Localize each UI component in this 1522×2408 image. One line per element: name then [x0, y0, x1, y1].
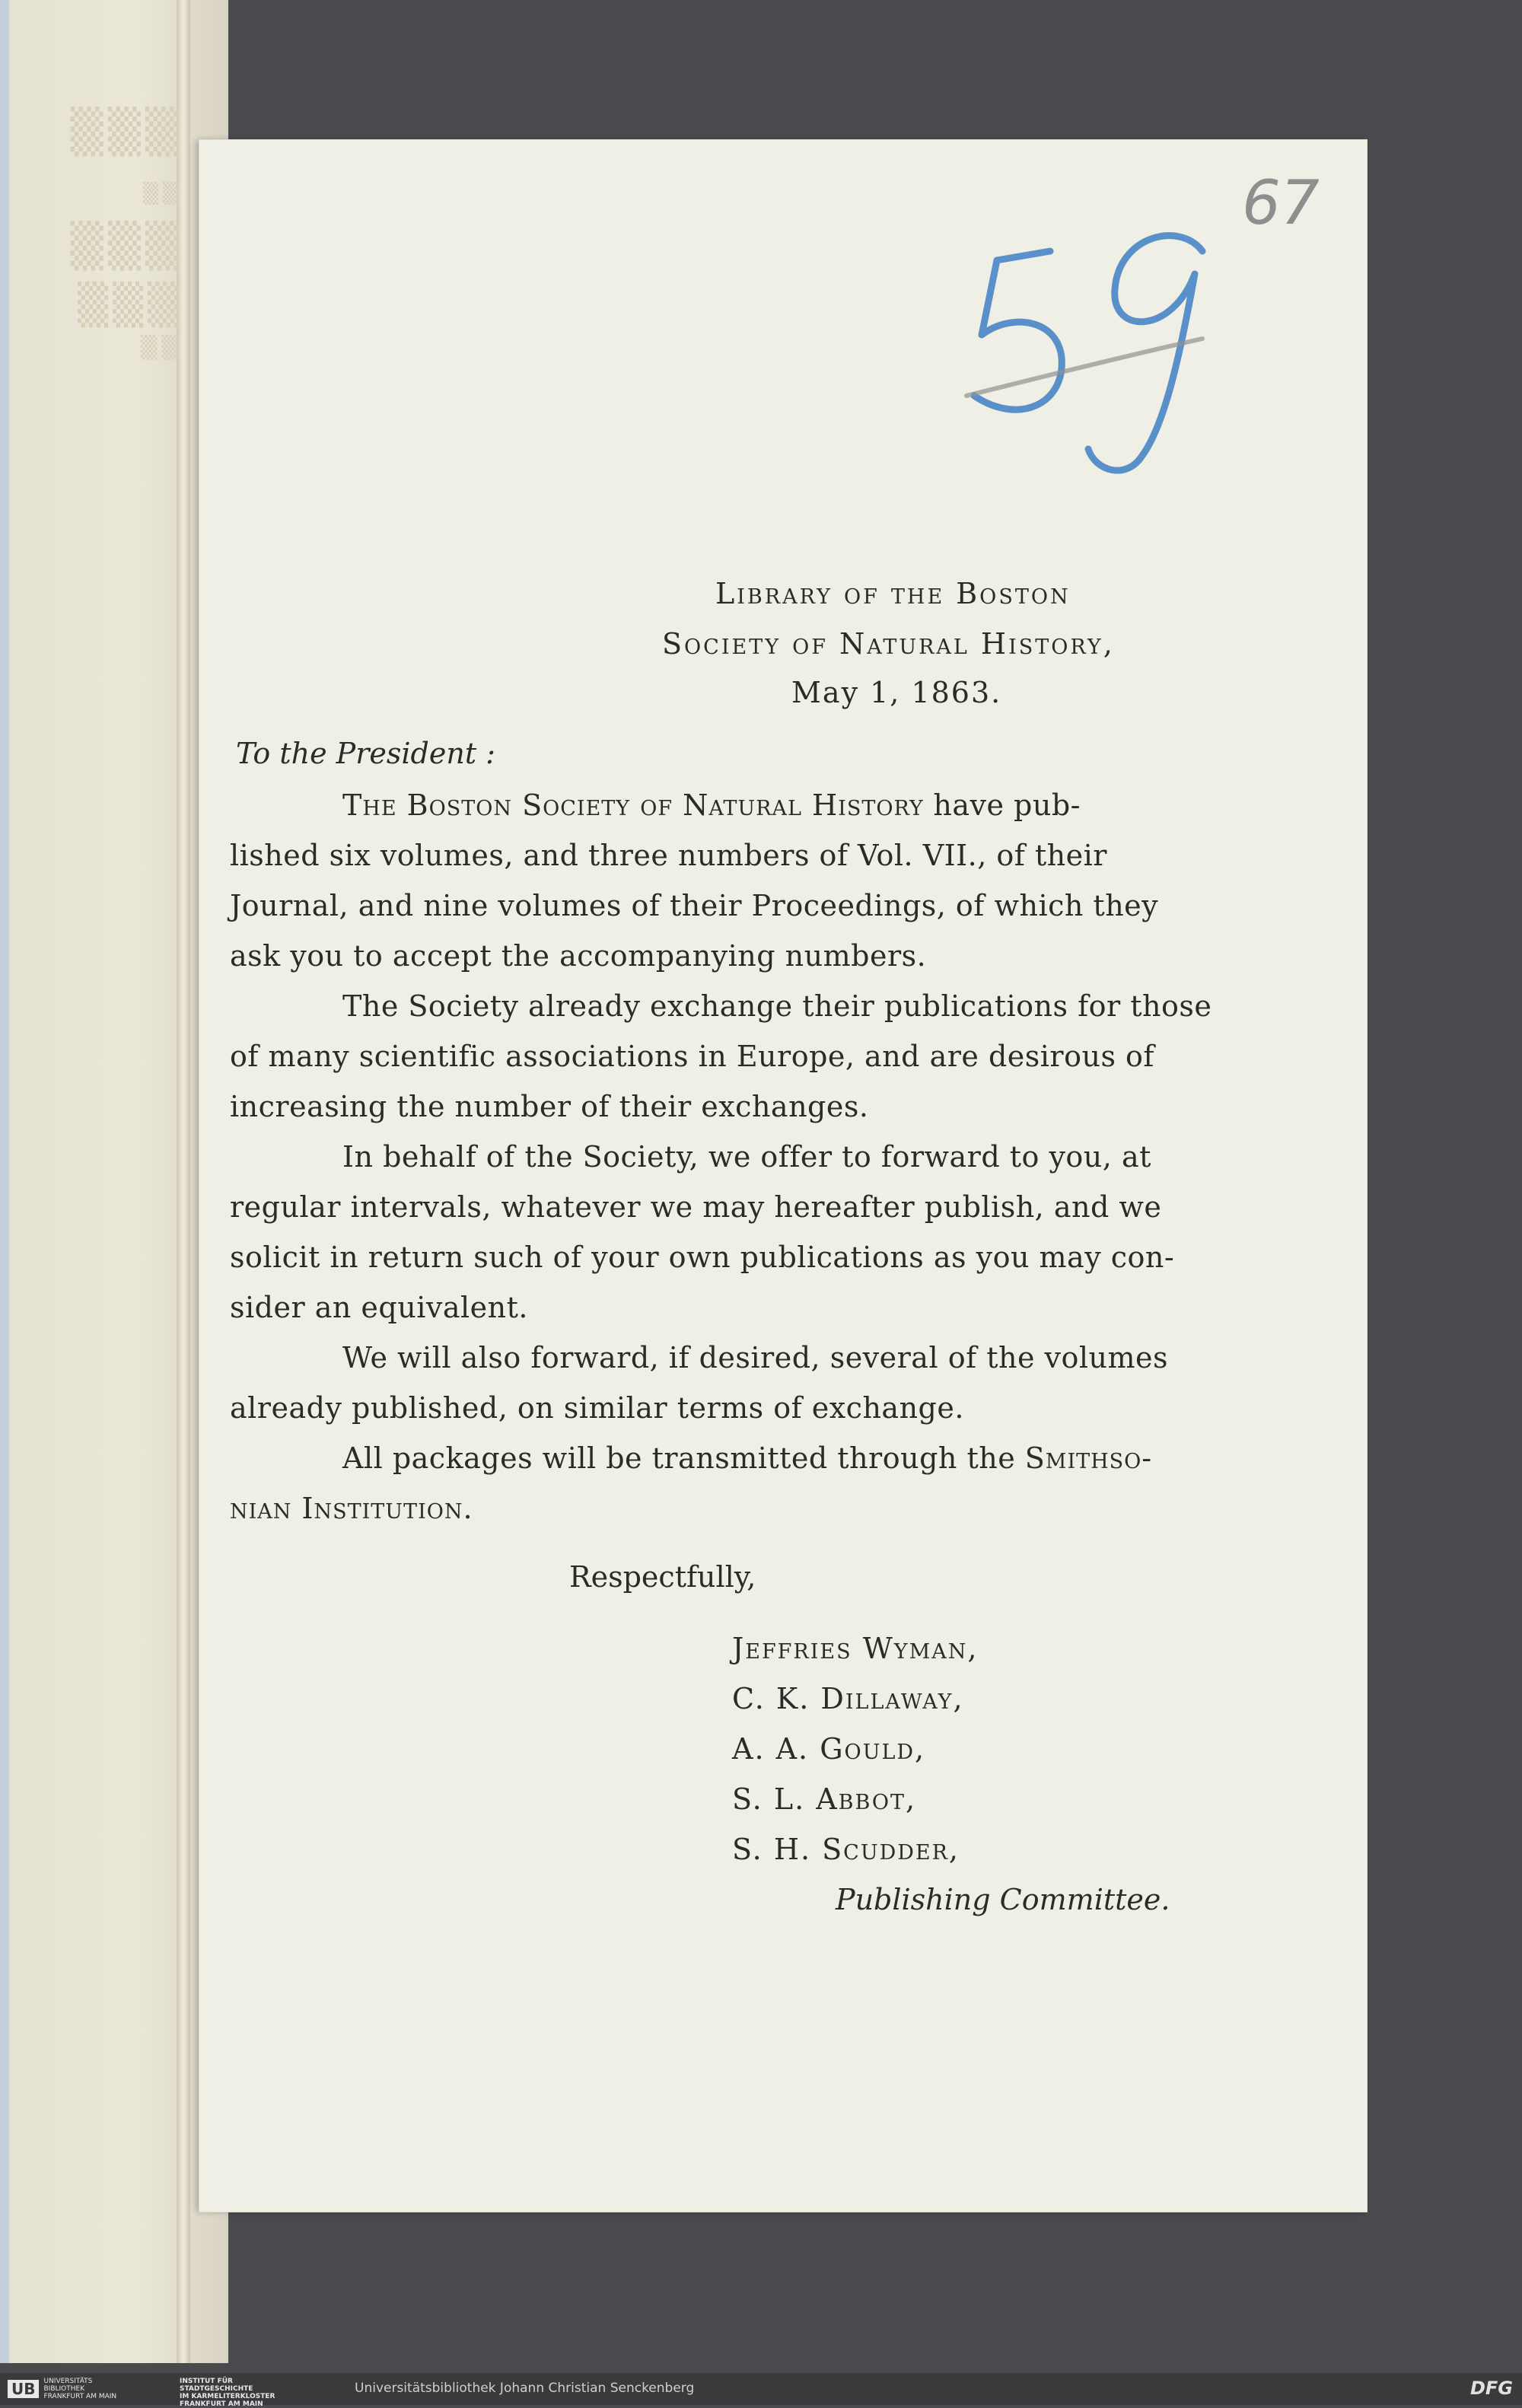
faint-heading-decoration: ▒▒ — [140, 335, 183, 360]
faint-heading-decoration: ▒▒▒ — [78, 282, 183, 328]
text-run: All packages will be transmitted through the — [342, 1441, 1025, 1475]
text-run: . — [463, 1492, 473, 1525]
faint-heading-decoration: ▒▒ — [143, 183, 183, 205]
ub-logo-line: UNIVERSITÄTS — [43, 2378, 93, 2385]
signatory: Jeffries Wyman, — [732, 1632, 979, 1665]
text-run: have pub- — [923, 788, 1081, 822]
institute-logo-line: FRANKFURT AM MAIN — [180, 2400, 263, 2408]
signatory: S. L. Abbot, — [732, 1782, 917, 1816]
closing: Respectfully, — [569, 1560, 756, 1594]
address-line: Library of the Boston — [715, 577, 1071, 610]
ub-logo — [8, 2378, 116, 2400]
paragraph-line: The Society already exchange their publications for those — [342, 989, 1212, 1023]
faint-heading-decoration: ▒▒▒ — [70, 221, 183, 271]
paragraph-line — [342, 1441, 1152, 1475]
paragraph-line — [342, 788, 1081, 822]
paragraph-line — [230, 1492, 473, 1525]
library-caption: Universitätsbibliothek Johann Christian Senckenberg — [355, 2381, 695, 2396]
dfg-logo: DFG — [1469, 2378, 1513, 2399]
institute-logo-line: IM KARMELITERKLOSTER — [180, 2393, 275, 2400]
underlying-page — [0, 0, 228, 2363]
paragraph-line: ask you to accept the accompanying numbers. — [230, 939, 927, 973]
crayon-number-drawing — [951, 205, 1240, 495]
signatory: C. K. Dillaway, — [732, 1682, 964, 1715]
paragraph-line: increasing the number of their exchanges. — [230, 1090, 869, 1123]
faint-heading-decoration: ▒▒▒ — [70, 107, 183, 157]
paragraph-line: In behalf of the Society, we offer to forward to you, at — [342, 1140, 1151, 1174]
ub-logo-line: FRANKFURT AM MAIN — [43, 2393, 117, 2400]
committee-title: Publishing Committee. — [836, 1883, 1170, 1916]
salutation: To the President : — [236, 737, 495, 770]
pencil-annotation: 67 — [1242, 167, 1320, 238]
paragraph-line: of many scientific associations in Europe, and are desirous of — [230, 1040, 1154, 1073]
ub-logo-text — [43, 2378, 116, 2400]
institution-name: nian Institution — [230, 1492, 463, 1525]
paragraph-line: lished six volumes, and three numbers of Vol. VII., of their — [230, 839, 1107, 872]
paragraph-line: solicit in return such of your own publications as you may con- — [230, 1241, 1175, 1274]
address-line: Society of Natural History, — [662, 627, 1115, 661]
paragraph-line: already published, on similar terms of exchange. — [230, 1391, 964, 1425]
society-name: The Boston Society of Natural History — [342, 788, 924, 822]
footer-bar — [0, 2373, 1522, 2408]
paragraph-line: sider an equivalent. — [230, 1291, 528, 1324]
paragraph-line: Journal, and nine volumes of their Proceedings, of which they — [230, 889, 1159, 922]
paragraph-line: regular intervals, whatever we may hereafter publish, and we — [230, 1190, 1162, 1224]
institute-logo — [180, 2378, 275, 2408]
signatory: A. A. Gould, — [732, 1732, 926, 1766]
institution-name: Smithso- — [1024, 1441, 1153, 1475]
signatory: S. H. Scudder, — [732, 1833, 960, 1866]
institute-logo-line: STADTGESCHICHTE — [180, 2385, 253, 2393]
institute-logo-line: INSTITUT FÜR — [180, 2378, 233, 2385]
letter-date: May 1, 1863. — [791, 676, 1002, 709]
ub-logo-line: BIBLIOTHEK — [43, 2385, 85, 2393]
ub-mark: UB — [8, 2380, 39, 2398]
paragraph-line: We will also forward, if desired, several of the volumes — [342, 1341, 1169, 1374]
